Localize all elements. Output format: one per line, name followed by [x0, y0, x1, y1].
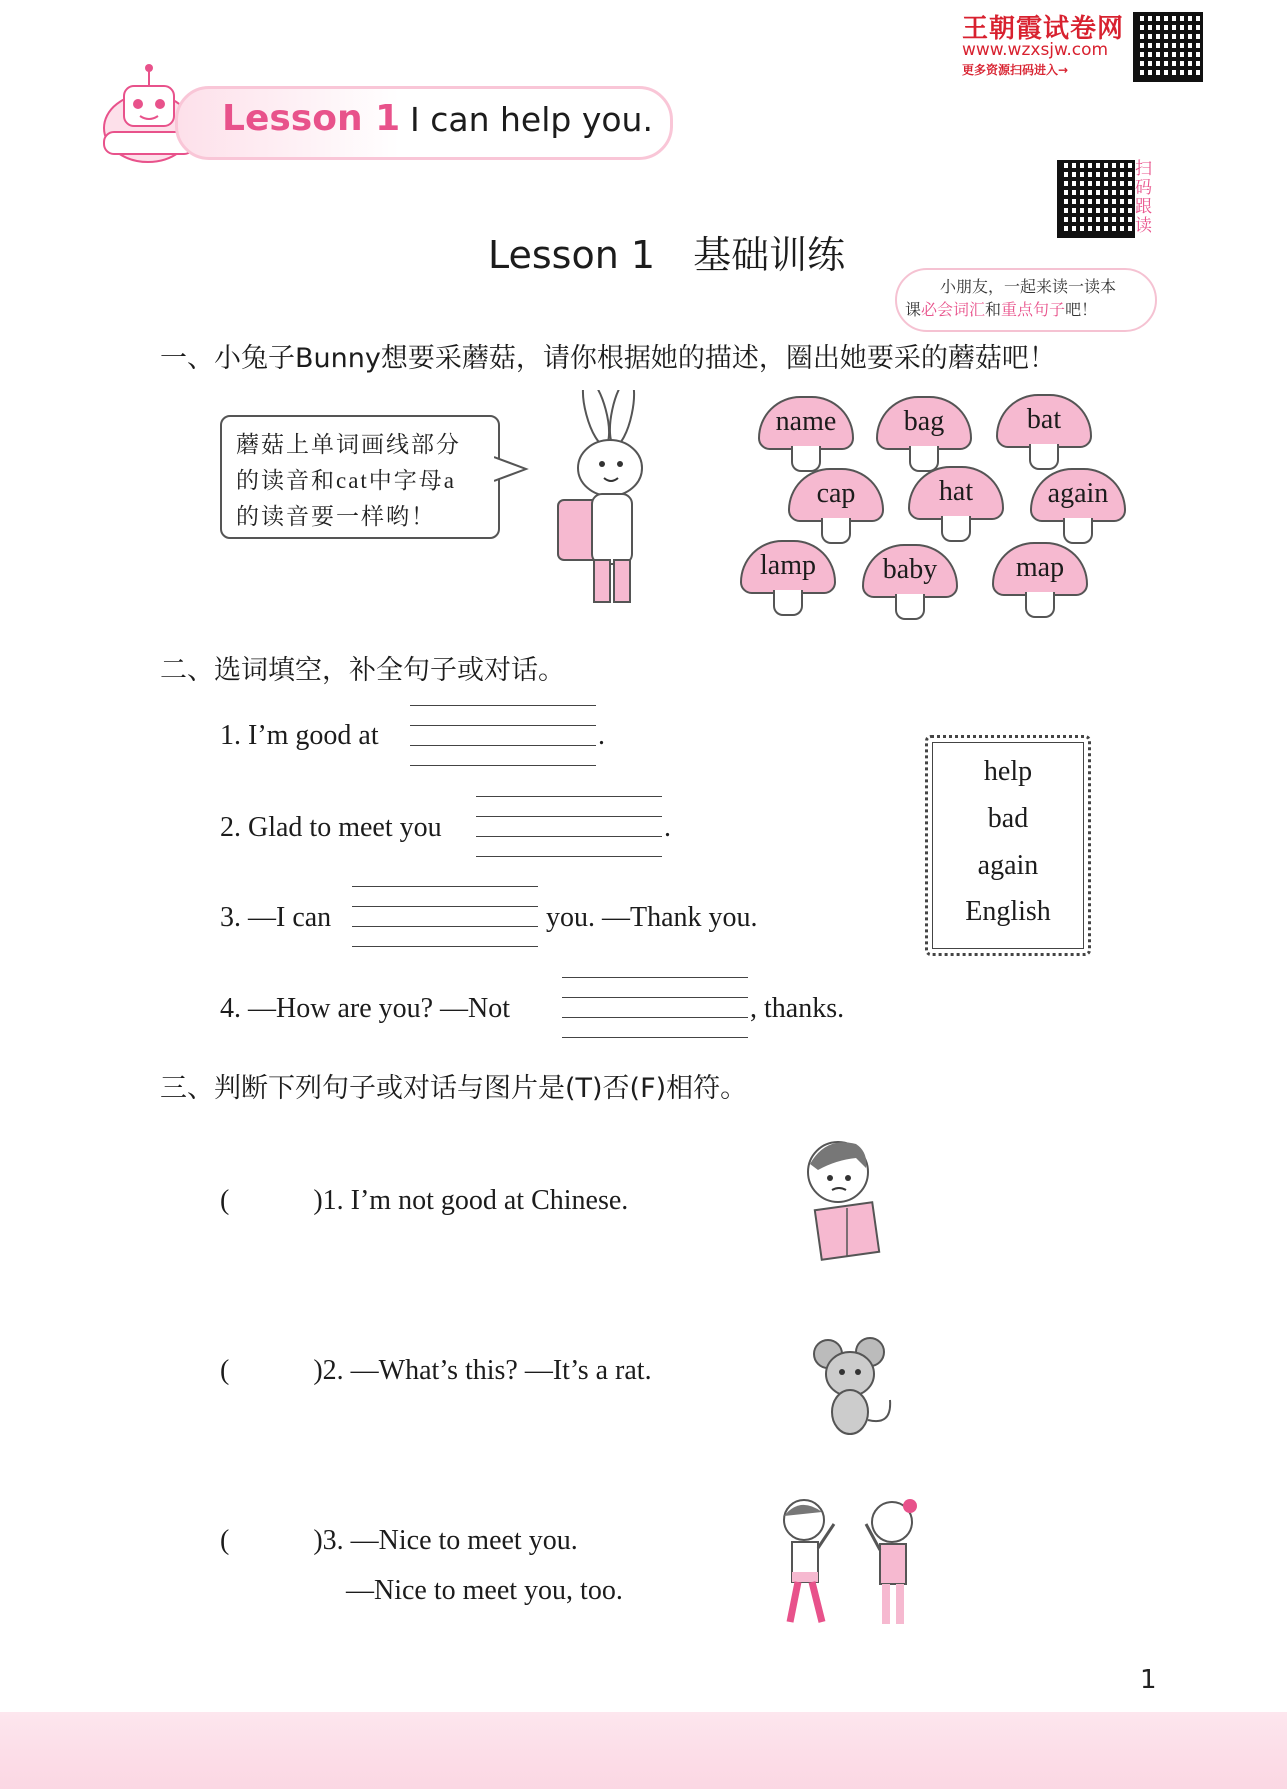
- answer-paren-3[interactable]: ( ): [220, 1525, 323, 1556]
- mushroom-map[interactable]: [992, 542, 1088, 622]
- brand-url[interactable]: www.wzxsjw.com: [962, 40, 1109, 60]
- tip-line-1: 小朋友，一起来读一读本: [940, 279, 1117, 296]
- judge-item-3: [220, 1518, 578, 1558]
- word-bank-help: help: [983, 756, 1033, 787]
- word-bank-again: again: [977, 850, 1039, 881]
- mushroom-name[interactable]: [758, 396, 854, 476]
- page-number: 1: [1140, 1665, 1157, 1695]
- tip-highlight-sentences: 重点句子: [1001, 302, 1066, 319]
- mushroom-word: hat: [938, 476, 974, 507]
- judge-item-1: [220, 1178, 628, 1218]
- qr-label: 扫码跟读: [1135, 159, 1152, 236]
- footer-band: [0, 1712, 1287, 1789]
- question-1-text: 1. I’m good at: [220, 720, 379, 751]
- mushroom-bat[interactable]: [996, 394, 1092, 474]
- mushroom-bag[interactable]: [876, 396, 972, 476]
- judge-item-2: [220, 1348, 652, 1388]
- mushroom-word: lamp: [760, 550, 816, 581]
- tip-line-2: [905, 297, 1097, 320]
- mushroom-word: name: [775, 406, 837, 437]
- question-3-blank[interactable]: [352, 886, 538, 946]
- mushroom-hat[interactable]: [908, 466, 1004, 546]
- tip-suffix: 吧！: [1065, 302, 1098, 319]
- question-1-blank[interactable]: [410, 705, 596, 765]
- tip-highlight-vocab: 必会词汇: [921, 302, 986, 319]
- question-1-end: .: [598, 720, 605, 751]
- question-3-end: you. —Thank you.: [546, 902, 758, 933]
- section-1-title: 一、小兔子Bunny想要采蘑菇，请你根据她的描述，圈出她要采的蘑菇吧！: [160, 343, 1056, 374]
- word-bank-bad: bad: [987, 803, 1029, 834]
- hint-line-3: 的读音要一样哟！: [236, 504, 436, 529]
- hint-line-2: 的读音和cat中字母a: [236, 468, 457, 493]
- lesson-label: Lesson 1: [222, 98, 401, 139]
- mushroom-word: map: [1015, 552, 1065, 583]
- mushroom-word: again: [1047, 478, 1109, 509]
- tip-prefix: 课: [905, 302, 922, 319]
- children-greeting-illustration: [764, 1494, 940, 1632]
- bunny-illustration: [548, 390, 668, 615]
- question-3-text: 3. —I can: [220, 902, 332, 933]
- tip-middle: 和: [985, 302, 1002, 319]
- mushroom-again[interactable]: [1030, 468, 1126, 548]
- question-2-end: .: [664, 812, 671, 843]
- question-2-text: 2. Glad to meet you: [220, 812, 442, 843]
- mushroom-baby[interactable]: [862, 544, 958, 624]
- mushroom-lamp[interactable]: [740, 540, 836, 620]
- rat-illustration: [808, 1330, 898, 1438]
- section-3-title: 三、判断下列句子或对话与图片是(T)否(F)相符。: [160, 1073, 748, 1104]
- lesson-title: I can help you.: [410, 100, 653, 139]
- boy-reading-illustration: [796, 1130, 896, 1265]
- note-pointer: [494, 455, 530, 485]
- mushroom-word: cap: [816, 478, 856, 509]
- word-bank-english: English: [965, 896, 1051, 927]
- question-4-blank[interactable]: [562, 977, 748, 1037]
- mushroom-cap[interactable]: [788, 468, 884, 548]
- judge-text-2: 2. —What’s this? —It’s a rat.: [322, 1355, 652, 1386]
- judge-text-3: 3. —Nice to meet you.: [322, 1525, 578, 1556]
- page-title: Lesson 1 基础训练: [488, 233, 846, 277]
- answer-paren-1[interactable]: ( ): [220, 1185, 323, 1216]
- judge-item-3-line-2: —Nice to meet you, too.: [346, 1575, 623, 1606]
- mushroom-word: bag: [903, 406, 945, 437]
- mushroom-word: bat: [1026, 404, 1062, 435]
- answer-paren-2[interactable]: ( ): [220, 1355, 323, 1386]
- hint-line-1: 蘑菇上单词画线部分: [236, 432, 461, 457]
- question-4-end: , thanks.: [750, 993, 845, 1024]
- brand-name: 王朝霞试卷网: [962, 14, 1125, 44]
- question-4-text: 4. —How are you? —Not: [220, 993, 511, 1024]
- question-2-blank[interactable]: [476, 796, 662, 856]
- reading-qr-code-icon[interactable]: [1057, 160, 1135, 238]
- brand-more-text: 更多资源扫码进入→: [962, 63, 1069, 77]
- section-2-title: 二、选词填空，补全句子或对话。: [160, 655, 565, 686]
- qr-code-icon[interactable]: [1133, 12, 1203, 82]
- judge-text-1: 1. I’m not good at Chinese.: [322, 1185, 629, 1216]
- mushroom-word: baby: [882, 554, 938, 585]
